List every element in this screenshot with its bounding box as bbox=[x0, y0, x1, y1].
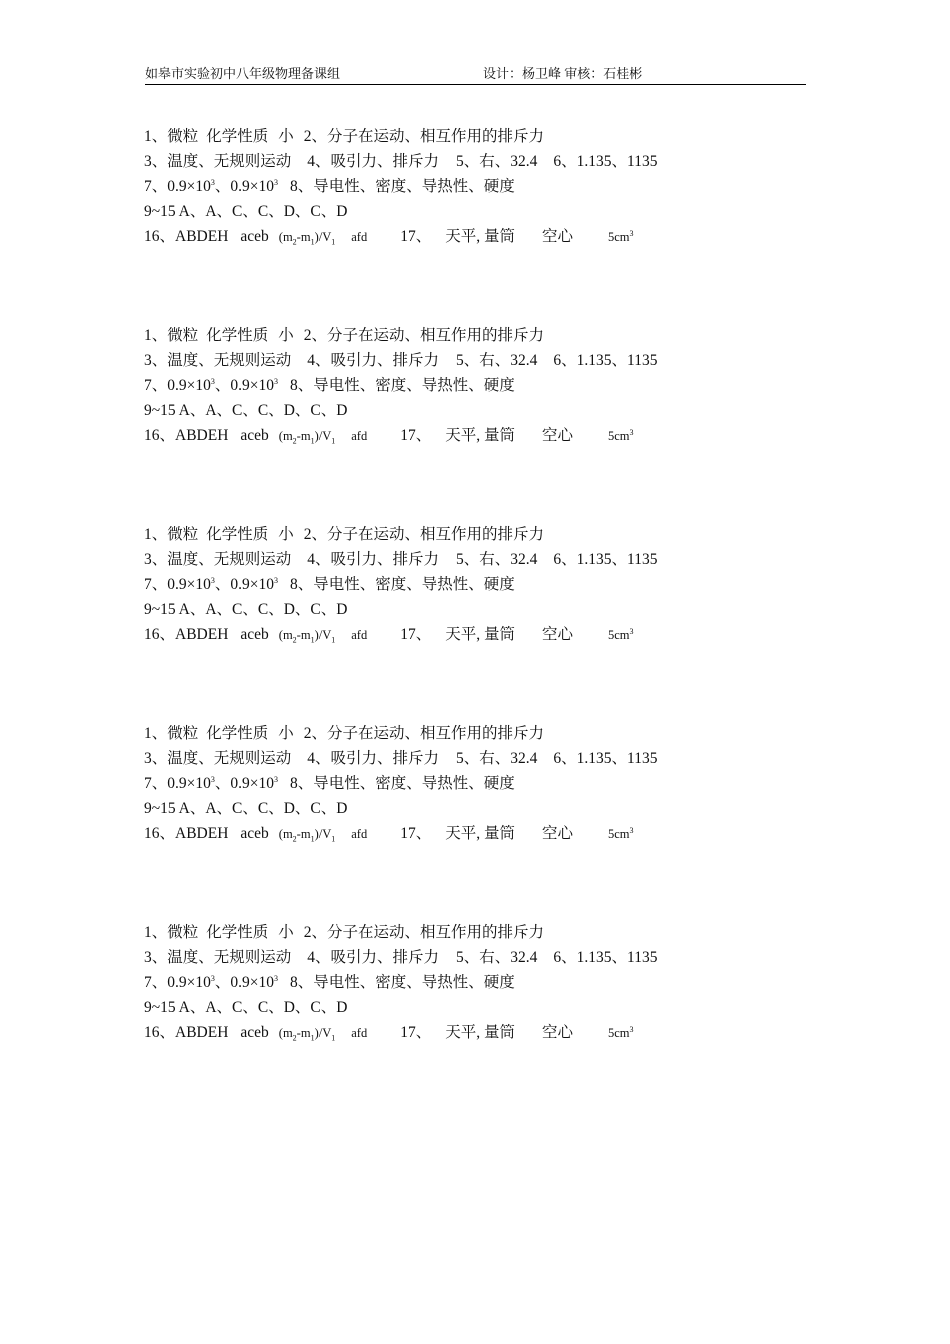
answer-6-text: 6、1.135、1135 bbox=[553, 551, 658, 568]
answer-8-text: 8、导电性、密度、导热性、硬度 bbox=[290, 974, 515, 991]
answer-17-prefix: 17、 bbox=[400, 1024, 432, 1041]
header-credits: 设计：杨卫峰 审核：石桂彬 bbox=[483, 66, 643, 81]
density-formula: $(m_2-m_1)/V_1$ bbox=[278, 1026, 336, 1043]
answer-block bbox=[144, 323, 844, 448]
answer-9-15-text: 9~15 A、A、C、C、D、C、D bbox=[144, 402, 348, 419]
answer-16-afd: afd bbox=[351, 230, 368, 244]
answer-16-text: 16、ABDEH bbox=[144, 427, 229, 444]
answer-2-text: 2、分子在运动、相互作用的排斥力 bbox=[303, 526, 545, 543]
answer-16-text: 16、ABDEH bbox=[144, 825, 229, 842]
density-formula: $(m_2-m_1)/V_1$ bbox=[278, 429, 336, 446]
answer-9-15-text: 9~15 A、A、C、C、D、C、D bbox=[144, 999, 348, 1016]
answer-7-separator: 、 bbox=[214, 377, 231, 394]
answer-7-exponent-2: 3 bbox=[274, 376, 279, 386]
answer-17-hollow: 空心 bbox=[541, 427, 573, 444]
answer-line-3 bbox=[144, 174, 844, 199]
answer-line-5 bbox=[144, 423, 844, 448]
answer-line-3 bbox=[144, 970, 844, 995]
answer-2-text: 2、分子在运动、相互作用的排斥力 bbox=[303, 725, 545, 742]
answer-7-value-2: 0.9×10 bbox=[230, 974, 275, 991]
answer-7-prefix: 7、 bbox=[144, 576, 168, 593]
answer-line-2 bbox=[144, 149, 844, 174]
answer-16-text: 16、ABDEH bbox=[144, 228, 229, 245]
answer-block bbox=[144, 124, 844, 249]
answer-6-text: 6、1.135、1135 bbox=[553, 352, 658, 369]
answer-block bbox=[144, 920, 844, 1045]
answer-7-exponent-2: 3 bbox=[274, 774, 279, 784]
answer-line-2 bbox=[144, 348, 844, 373]
answer-2-text: 2、分子在运动、相互作用的排斥力 bbox=[303, 924, 545, 941]
answer-7-value-1: 0.9×10 bbox=[167, 576, 211, 593]
answer-8-text: 8、导电性、密度、导热性、硬度 bbox=[290, 178, 515, 195]
answer-1-text: 1、微粒 bbox=[144, 327, 199, 344]
answer-16-afd: afd bbox=[351, 628, 368, 642]
answer-16-text: 16、ABDEH bbox=[144, 1024, 229, 1041]
answer-17-volume: $5cm^3$ bbox=[608, 228, 634, 244]
answer-3-text: 3、温度、无规则运动 bbox=[144, 750, 292, 767]
answer-3-text: 3、温度、无规则运动 bbox=[144, 153, 292, 170]
answer-line-1 bbox=[144, 920, 844, 945]
answer-4-text: 4、吸引力、排斥力 bbox=[307, 949, 440, 966]
answer-16-afd: afd bbox=[351, 827, 368, 841]
answer-17-tools: 天平, 量筒 bbox=[445, 825, 515, 842]
page-header bbox=[145, 64, 806, 85]
answer-7-exponent-1: 3 bbox=[210, 376, 215, 386]
answer-7-exponent-1: 3 bbox=[210, 973, 215, 983]
answer-7-exponent-2: 3 bbox=[274, 177, 279, 187]
answer-7-exponent-1: 3 bbox=[210, 774, 215, 784]
answer-7-exponent-2: 3 bbox=[274, 973, 279, 983]
answer-17-volume: $5cm^3$ bbox=[608, 825, 634, 841]
answer-2-text: 2、分子在运动、相互作用的排斥力 bbox=[303, 327, 545, 344]
answer-17-hollow: 空心 bbox=[541, 228, 573, 245]
answer-7-value-2: 0.9×10 bbox=[230, 178, 275, 195]
answer-1c-text: 小 bbox=[278, 327, 294, 344]
density-formula: $(m_2-m_1)/V_1$ bbox=[278, 230, 336, 247]
answer-5-text: 5、右、32.4 bbox=[456, 949, 538, 966]
answer-line-4 bbox=[144, 199, 844, 224]
answer-7-exponent-2: 3 bbox=[274, 575, 279, 585]
answer-7-value-1: 0.9×10 bbox=[167, 178, 211, 195]
answer-1-text: 1、微粒 bbox=[144, 725, 199, 742]
answer-17-tools: 天平, 量筒 bbox=[445, 1024, 515, 1041]
answer-line-3 bbox=[144, 771, 844, 796]
answer-7-prefix: 7、 bbox=[144, 178, 168, 195]
answer-16-order: aceb bbox=[240, 626, 269, 643]
answer-6-text: 6、1.135、1135 bbox=[553, 949, 658, 966]
answer-line-5 bbox=[144, 622, 844, 647]
answer-line-5 bbox=[144, 224, 844, 249]
answer-line-4 bbox=[144, 398, 844, 423]
answer-line-4 bbox=[144, 597, 844, 622]
answer-9-15-text: 9~15 A、A、C、C、D、C、D bbox=[144, 800, 348, 817]
answer-16-order: aceb bbox=[240, 825, 269, 842]
answer-17-volume: $5cm^3$ bbox=[608, 1024, 634, 1040]
answer-17-hollow: 空心 bbox=[541, 825, 573, 842]
answer-1c-text: 小 bbox=[278, 128, 294, 145]
answer-5-text: 5、右、32.4 bbox=[456, 551, 538, 568]
answer-line-2 bbox=[144, 945, 844, 970]
answer-17-prefix: 17、 bbox=[400, 427, 432, 444]
answer-8-text: 8、导电性、密度、导热性、硬度 bbox=[290, 775, 515, 792]
answer-16-order: aceb bbox=[240, 228, 269, 245]
answer-5-text: 5、右、32.4 bbox=[456, 750, 538, 767]
answer-line-3 bbox=[144, 373, 844, 398]
answer-1b-text: 化学性质 bbox=[206, 327, 269, 344]
answer-block bbox=[144, 522, 844, 647]
answer-16-afd: afd bbox=[351, 429, 368, 443]
answer-line-1 bbox=[144, 323, 844, 348]
answer-7-separator: 、 bbox=[214, 775, 231, 792]
answer-6-text: 6、1.135、1135 bbox=[553, 153, 658, 170]
answer-3-text: 3、温度、无规则运动 bbox=[144, 551, 292, 568]
answer-7-value-2: 0.9×10 bbox=[230, 775, 275, 792]
answer-line-1 bbox=[144, 522, 844, 547]
answer-7-prefix: 7、 bbox=[144, 377, 168, 394]
answer-9-15-text: 9~15 A、A、C、C、D、C、D bbox=[144, 601, 348, 618]
answer-5-text: 5、右、32.4 bbox=[456, 352, 538, 369]
answer-line-1 bbox=[144, 124, 844, 149]
answer-1b-text: 化学性质 bbox=[206, 526, 269, 543]
answer-1b-text: 化学性质 bbox=[206, 725, 269, 742]
answer-17-prefix: 17、 bbox=[400, 825, 432, 842]
answer-line-1 bbox=[144, 721, 844, 746]
answer-17-tools: 天平, 量筒 bbox=[445, 626, 515, 643]
answer-16-text: 16、ABDEH bbox=[144, 626, 229, 643]
answer-line-5 bbox=[144, 1020, 844, 1045]
answer-17-tools: 天平, 量筒 bbox=[445, 228, 515, 245]
answer-4-text: 4、吸引力、排斥力 bbox=[307, 352, 440, 369]
answer-7-prefix: 7、 bbox=[144, 775, 168, 792]
answer-block bbox=[144, 721, 844, 846]
answer-7-separator: 、 bbox=[214, 974, 231, 991]
answer-3-text: 3、温度、无规则运动 bbox=[144, 949, 292, 966]
answer-17-prefix: 17、 bbox=[400, 626, 432, 643]
answer-1b-text: 化学性质 bbox=[206, 128, 269, 145]
answer-3-text: 3、温度、无规则运动 bbox=[144, 352, 292, 369]
answer-7-value-1: 0.9×10 bbox=[167, 377, 211, 394]
answer-line-4 bbox=[144, 796, 844, 821]
answer-17-volume: $5cm^3$ bbox=[608, 626, 634, 642]
density-formula: $(m_2-m_1)/V_1$ bbox=[278, 827, 336, 844]
answer-1c-text: 小 bbox=[278, 526, 294, 543]
answer-4-text: 4、吸引力、排斥力 bbox=[307, 551, 440, 568]
answer-17-volume: $5cm^3$ bbox=[608, 427, 634, 443]
answer-7-exponent-1: 3 bbox=[210, 575, 215, 585]
answer-6-text: 6、1.135、1135 bbox=[553, 750, 658, 767]
answer-7-prefix: 7、 bbox=[144, 974, 168, 991]
answer-line-3 bbox=[144, 572, 844, 597]
answer-7-value-1: 0.9×10 bbox=[167, 974, 211, 991]
answer-2-text: 2、分子在运动、相互作用的排斥力 bbox=[303, 128, 545, 145]
density-formula: $(m_2-m_1)/V_1$ bbox=[278, 628, 336, 645]
answer-1-text: 1、微粒 bbox=[144, 128, 199, 145]
answer-7-exponent-1: 3 bbox=[210, 177, 215, 187]
answer-16-order: aceb bbox=[240, 427, 269, 444]
answer-1c-text: 小 bbox=[278, 725, 294, 742]
answer-7-value-2: 0.9×10 bbox=[230, 576, 275, 593]
answer-17-prefix: 17、 bbox=[400, 228, 432, 245]
answer-9-15-text: 9~15 A、A、C、C、D、C、D bbox=[144, 203, 348, 220]
answer-17-hollow: 空心 bbox=[541, 626, 573, 643]
answer-17-hollow: 空心 bbox=[541, 1024, 573, 1041]
answer-line-2 bbox=[144, 547, 844, 572]
answer-line-5 bbox=[144, 821, 844, 846]
answer-17-tools: 天平, 量筒 bbox=[445, 427, 515, 444]
answer-7-value-1: 0.9×10 bbox=[167, 775, 211, 792]
answer-1c-text: 小 bbox=[278, 924, 294, 941]
answer-7-value-2: 0.9×10 bbox=[230, 377, 275, 394]
answer-8-text: 8、导电性、密度、导热性、硬度 bbox=[290, 576, 515, 593]
answer-4-text: 4、吸引力、排斥力 bbox=[307, 153, 440, 170]
answer-16-afd: afd bbox=[351, 1026, 368, 1040]
answer-7-separator: 、 bbox=[214, 178, 231, 195]
answer-8-text: 8、导电性、密度、导热性、硬度 bbox=[290, 377, 515, 394]
answer-4-text: 4、吸引力、排斥力 bbox=[307, 750, 440, 767]
answer-1b-text: 化学性质 bbox=[206, 924, 269, 941]
answer-1-text: 1、微粒 bbox=[144, 924, 199, 941]
answer-16-order: aceb bbox=[240, 1024, 269, 1041]
answer-1-text: 1、微粒 bbox=[144, 526, 199, 543]
header-organization: 如皋市实验初中八年级物理备课组 bbox=[145, 66, 341, 81]
answer-line-4 bbox=[144, 995, 844, 1020]
answer-7-separator: 、 bbox=[214, 576, 231, 593]
answer-line-2 bbox=[144, 746, 844, 771]
answer-5-text: 5、右、32.4 bbox=[456, 153, 538, 170]
